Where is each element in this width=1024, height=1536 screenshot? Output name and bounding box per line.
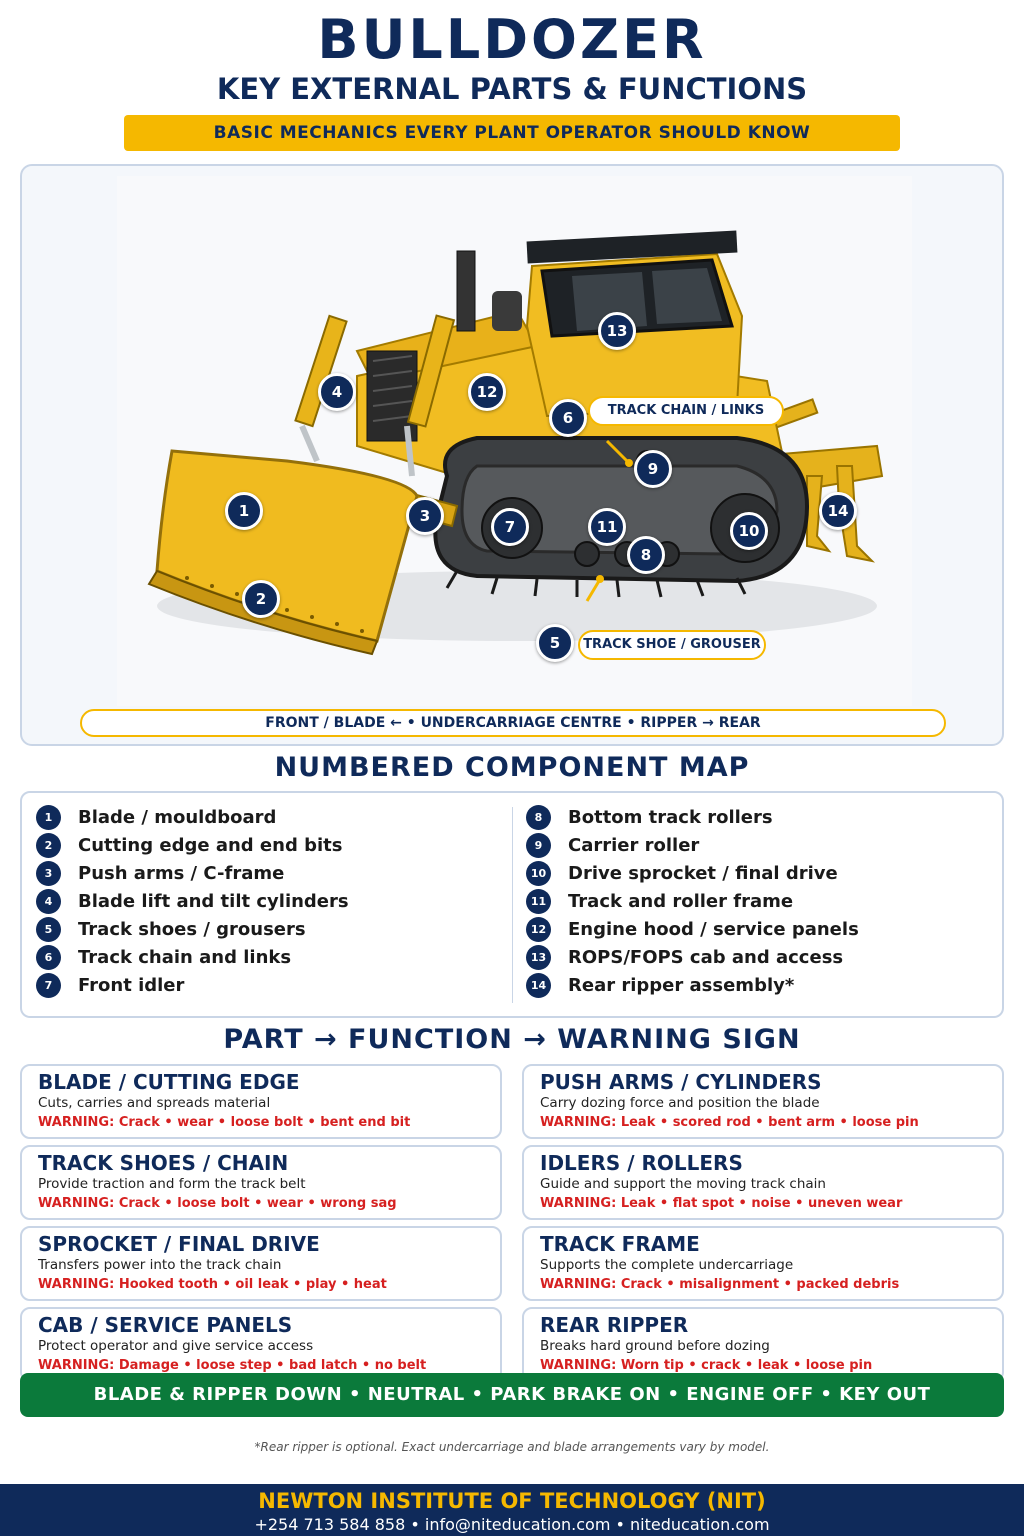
number-marker: 12	[526, 917, 551, 942]
banner: BASIC MECHANICS EVERY PLANT OPERATOR SHOULD KNOW	[124, 115, 900, 151]
card-description: Transfers power into the track chain	[38, 1257, 282, 1273]
list-item	[526, 971, 859, 999]
component-label: Front idler	[78, 974, 185, 996]
badge-7: 7	[491, 508, 529, 546]
function-card-blade	[20, 1064, 502, 1139]
card-warning: WARNING: Leak • flat spot • noise • uneven wear	[540, 1196, 903, 1211]
card-warning: WARNING: Damage • loose step • bad latch • no belt	[38, 1358, 427, 1373]
badge-8: 8	[627, 536, 665, 574]
card-title: PUSH ARMS / CYLINDERS	[540, 1070, 822, 1094]
number-marker: 3	[36, 861, 61, 886]
list-item	[526, 803, 859, 831]
card-description: Guide and support the moving track chain	[540, 1176, 826, 1192]
badge-3: 3	[406, 497, 444, 535]
list-item	[36, 831, 349, 859]
component-label: Drive sprocket / final drive	[568, 862, 838, 884]
badge-13: 13	[598, 312, 636, 350]
number-marker: 13	[526, 945, 551, 970]
card-description: Provide traction and form the track belt	[38, 1176, 306, 1192]
list-item	[36, 915, 349, 943]
card-title: SPROCKET / FINAL DRIVE	[38, 1232, 320, 1256]
component-label: Rear ripper assembly*	[568, 974, 795, 996]
badge-6: 6	[549, 399, 587, 437]
list-item	[526, 831, 859, 859]
bulldozer-illustration	[117, 176, 912, 706]
card-title: TRACK SHOES / CHAIN	[38, 1151, 289, 1175]
list-item	[526, 915, 859, 943]
number-marker: 14	[526, 973, 551, 998]
card-description: Supports the complete undercarriage	[540, 1257, 794, 1273]
number-marker: 6	[36, 945, 61, 970]
component-label: Push arms / C-frame	[78, 862, 285, 884]
list-item	[36, 887, 349, 915]
card-warning: WARNING: Worn tip • crack • leak • loose pin	[540, 1358, 873, 1373]
number-marker: 7	[36, 973, 61, 998]
component-map-title: NUMBERED COMPONENT MAP	[274, 752, 750, 783]
card-title: IDLERS / ROLLERS	[540, 1151, 743, 1175]
safety-banner: BLADE & RIPPER DOWN • NEUTRAL • PARK BRAKE ON • ENGINE OFF • KEY OUT	[20, 1373, 1004, 1417]
function-card-cab	[20, 1307, 502, 1382]
card-title: REAR RIPPER	[540, 1313, 689, 1337]
function-card-track-frame	[522, 1226, 1004, 1301]
number-marker: 8	[526, 805, 551, 830]
card-warning: WARNING: Hooked tooth • oil leak • play • heat	[38, 1277, 387, 1292]
number-marker: 9	[526, 833, 551, 858]
component-label: Cutting edge and end bits	[78, 834, 343, 856]
component-label: Engine hood / service panels	[568, 918, 859, 940]
function-card-track-shoes	[20, 1145, 502, 1220]
component-label: Track shoes / grousers	[78, 918, 306, 940]
page-subtitle: KEY EXTERNAL PARTS & FUNCTIONS	[216, 72, 808, 106]
number-marker: 5	[36, 917, 61, 942]
function-card-idlers	[522, 1145, 1004, 1220]
component-label: Blade / mouldboard	[78, 806, 277, 828]
list-item	[36, 859, 349, 887]
number-marker: 10	[526, 861, 551, 886]
badge-11: 11	[588, 508, 626, 546]
list-item	[36, 803, 349, 831]
card-title: CAB / SERVICE PANELS	[38, 1313, 293, 1337]
number-marker: 1	[36, 805, 61, 830]
card-warning: WARNING: Crack • misalignment • packed debris	[540, 1277, 900, 1292]
function-section-title: PART → FUNCTION → WARNING SIGN	[223, 1024, 801, 1055]
badge-14: 14	[819, 492, 857, 530]
list-item	[526, 887, 859, 915]
badge-12: 12	[468, 373, 506, 411]
badge-1: 1	[225, 492, 263, 530]
number-marker: 11	[526, 889, 551, 914]
institute-name: NEWTON INSTITUTE OF TECHNOLOGY (NIT)	[258, 1489, 766, 1513]
number-marker: 2	[36, 833, 61, 858]
component-label: ROPS/FOPS cab and access	[568, 946, 844, 968]
function-card-ripper	[522, 1307, 1004, 1382]
card-title: BLADE / CUTTING EDGE	[38, 1070, 300, 1094]
contact-info: +254 713 584 858 • info@niteducation.com • niteducation.com	[254, 1515, 770, 1534]
card-description: Breaks hard ground before dozing	[540, 1338, 770, 1354]
card-warning: WARNING: Crack • loose bolt • wear • wrong sag	[38, 1196, 397, 1211]
component-map-panel	[20, 791, 1004, 1018]
component-label: Blade lift and tilt cylinders	[78, 890, 349, 912]
page-title: BULLDOZER	[317, 8, 707, 71]
badge-4: 4	[318, 373, 356, 411]
card-description: Cuts, carries and spreads material	[38, 1095, 271, 1111]
bulldozer-figure-panel	[20, 164, 1004, 746]
function-card-push-arms	[522, 1064, 1004, 1139]
function-card-sprocket	[20, 1226, 502, 1301]
footer	[0, 1484, 1024, 1536]
number-marker: 4	[36, 889, 61, 914]
card-title: TRACK FRAME	[540, 1232, 700, 1256]
component-label: Carrier roller	[568, 834, 700, 856]
component-map-right	[526, 803, 859, 999]
badge-10: 10	[730, 512, 768, 550]
callout-track-shoe: TRACK SHOE / GROUSER	[578, 630, 766, 660]
component-map-left	[36, 803, 349, 999]
column-divider	[512, 807, 513, 1003]
component-label: Bottom track rollers	[568, 806, 773, 828]
component-label: Track and roller frame	[568, 890, 794, 912]
card-description: Protect operator and give service access	[38, 1338, 314, 1354]
list-item	[526, 943, 859, 971]
badge-9: 9	[634, 450, 672, 488]
callout-track-chain: TRACK CHAIN / LINKS	[588, 396, 784, 426]
card-warning: WARNING: Crack • wear • loose bolt • bent end bit	[38, 1115, 411, 1130]
badge-5: 5	[536, 624, 574, 662]
list-item	[36, 971, 349, 999]
component-label: Track chain and links	[78, 946, 292, 968]
orientation-strip: FRONT / BLADE ← • UNDERCARRIAGE CENTRE • RIPPER → REAR	[80, 709, 946, 737]
badge-2: 2	[242, 580, 280, 618]
footnote: *Rear ripper is optional. Exact undercarriage and blade arrangements vary by model.	[254, 1440, 770, 1454]
card-description: Carry dozing force and position the blade	[540, 1095, 820, 1111]
list-item	[526, 859, 859, 887]
list-item	[36, 943, 349, 971]
card-warning: WARNING: Leak • scored rod • bent arm • loose pin	[540, 1115, 919, 1130]
